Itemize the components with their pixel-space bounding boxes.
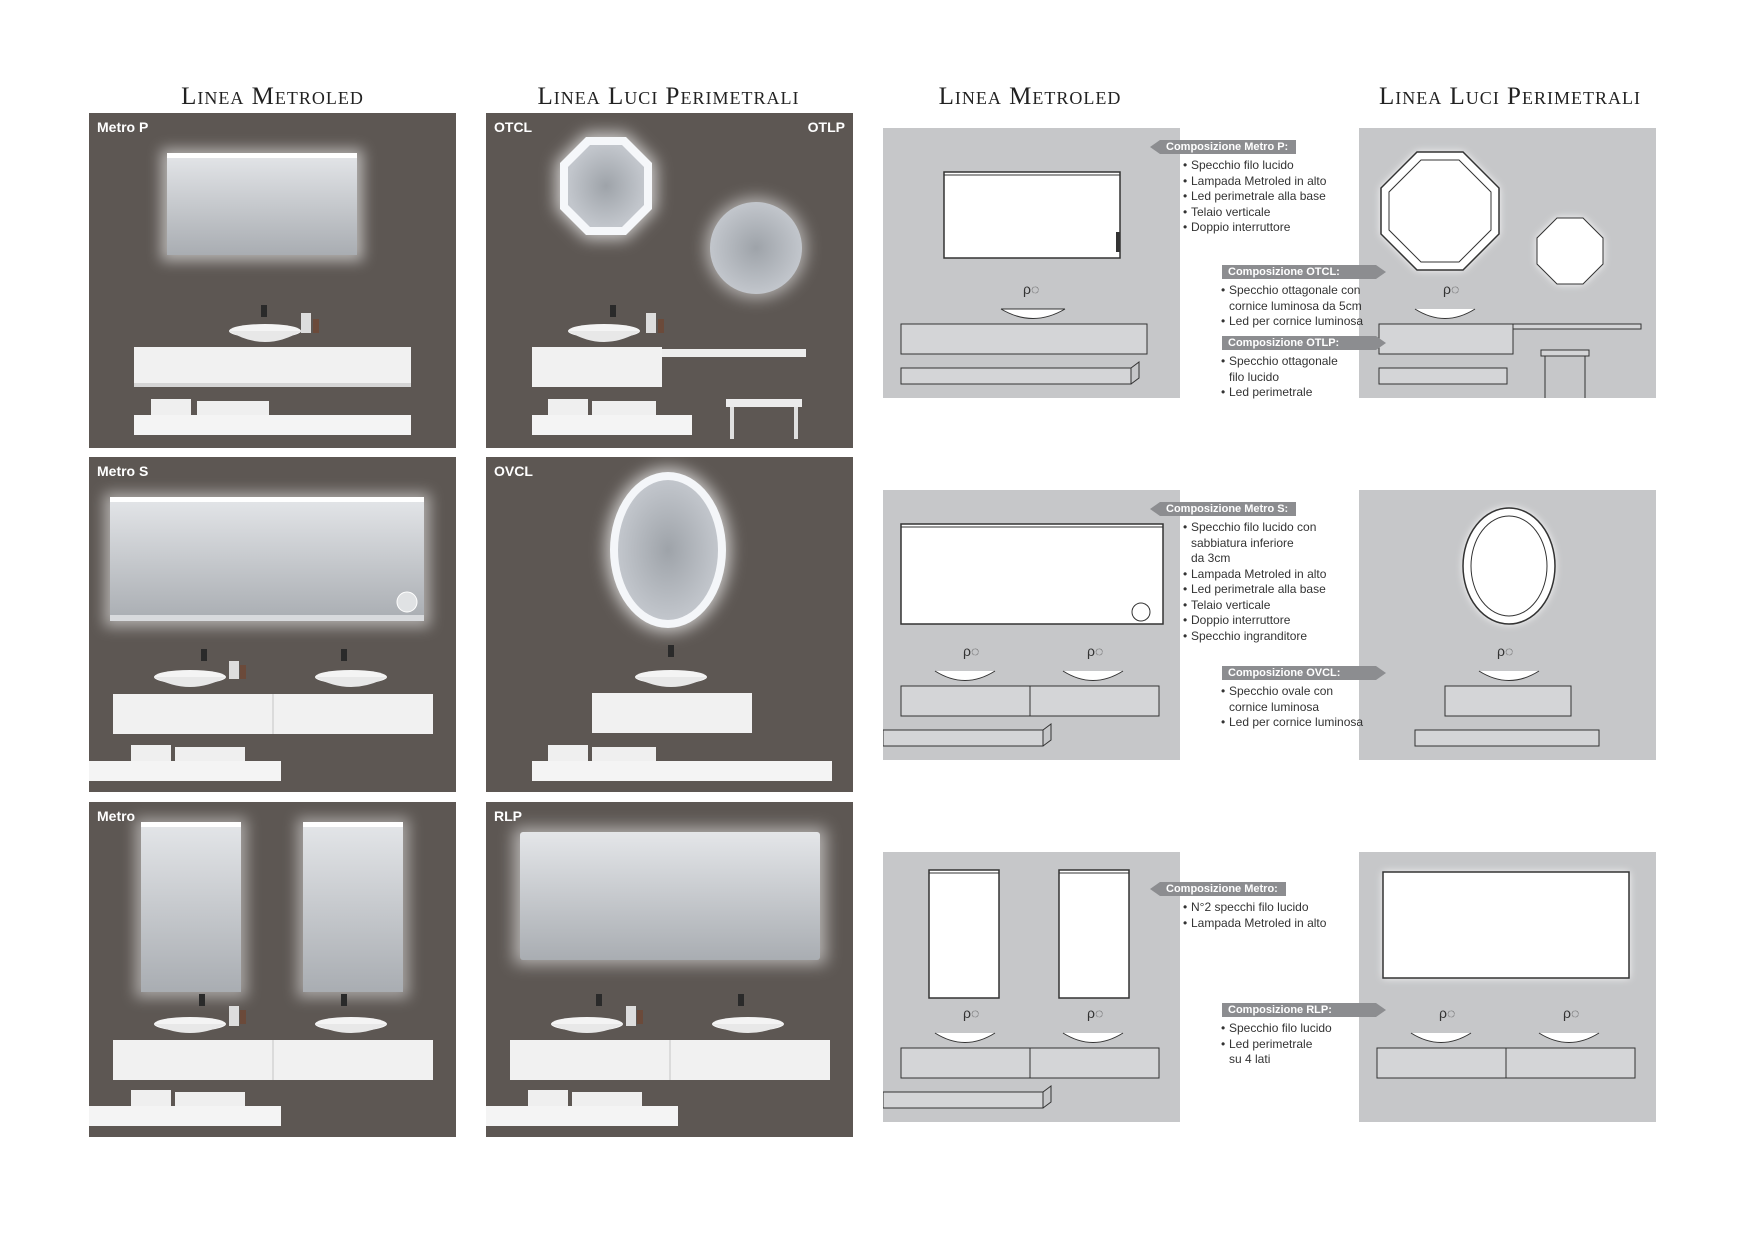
svg-text:ρ◌: ρ◌ [1497,643,1514,659]
drawing-metro [883,852,1180,1122]
comp-title-metro-p: Composizione Metro P: [1160,140,1296,154]
comp-list-rlp [1221,1021,1371,1068]
comp-item: • Lampada Metroled in alto [1183,916,1353,932]
drawing-metro-s [883,490,1180,760]
photo-rlp-illustration [486,802,853,1137]
callout-arrow-ovcl [1376,666,1386,680]
comp-item: • Led perimetrale [1221,385,1371,401]
comp-item: • Lampada Metroled in alto [1183,567,1353,583]
svg-text:ρ◌: ρ◌ [1023,281,1040,297]
drawing-rlp-lines [1359,852,1656,1122]
photo-ovcl-illustration [486,457,853,792]
photo-metro-p [89,113,456,448]
heading-drawings-metroled: Linea Metroled [938,83,1122,110]
comp-title-metro: Composizione Metro: [1160,882,1286,896]
callout-arrow-metro-p [1150,140,1160,154]
comp-list-metro-p [1183,158,1353,236]
comp-title-otcl: Composizione OTCL: [1222,265,1376,279]
comp-item: • Specchio filo lucido [1183,158,1353,174]
comp-item: • Specchio filo lucido [1221,1021,1371,1037]
comp-item: • N°2 specchi filo lucido [1183,900,1353,916]
callout-arrow-metro-s [1150,502,1160,516]
heading-drawings-luci-perimetrali: Linea Luci Perimetrali [1379,83,1641,110]
svg-text:ρ◌: ρ◌ [1563,1005,1580,1021]
drawing-ovcl-lines [1359,490,1656,760]
drawing-metro-p-lines [883,128,1180,398]
photo-metro-illustration [89,802,456,1137]
comp-item: • Specchio ingranditore [1183,629,1353,645]
comp-item: • Telaio verticale [1183,205,1353,221]
comp-list-otlp [1221,354,1371,401]
comp-item: • Specchio ottagonale filo lucido [1221,354,1371,385]
comp-item: • Led per cornice luminosa [1221,715,1371,731]
drawing-metro-p [883,128,1180,398]
callout-arrow-rlp [1376,1003,1386,1017]
comp-item: • Specchio ottagonale con cornice luminosa da 5cm [1221,283,1371,314]
photo-metro [89,802,456,1137]
comp-item: • Doppio interruttore [1183,220,1353,236]
svg-text:ρ◌: ρ◌ [963,643,980,659]
svg-text:ρ◌: ρ◌ [963,1005,980,1021]
photo-metro-p-illustration [89,113,456,448]
comp-title-otlp: Composizione OTLP: [1222,336,1376,350]
photo-label-metro-s: Metro S [97,463,149,479]
callout-arrow-metro [1150,882,1160,896]
drawing-metro-lines [883,852,1180,1122]
comp-item: • Specchio filo lucido con sabbiatura inferiore da 3cm [1183,520,1353,567]
heading-photos-metroled: Linea Metroled [181,83,364,110]
comp-title-metro-s: Composizione Metro S: [1160,502,1296,516]
photo-label-otcl: OTCL [494,119,533,135]
callout-arrow-otcl [1376,265,1386,279]
comp-list-metro [1183,900,1353,931]
svg-text:ρ◌: ρ◌ [1087,1005,1104,1021]
photo-label-rlp: RLP [494,808,522,824]
comp-item: • Specchio ovale con cornice luminosa [1221,684,1371,715]
photo-otcl-otlp [486,113,853,448]
heading-photos-luci-perimetrali: Linea Luci Perimetrali [537,83,800,110]
comp-item: • Led perimetrale su 4 lati [1221,1037,1371,1068]
photo-rlp [486,802,853,1137]
svg-text:ρ◌: ρ◌ [1087,643,1104,659]
svg-text:ρ◌: ρ◌ [1443,281,1460,297]
svg-text:ρ◌: ρ◌ [1439,1005,1456,1021]
comp-item: • Led perimetrale alla base [1183,189,1353,205]
drawing-otcl-otlp [1359,128,1656,398]
comp-item: • Led per cornice luminosa [1221,314,1371,330]
photo-label-ovcl: OVCL [494,463,533,479]
photo-label-metro: Metro [97,808,136,824]
photo-label-otlp: OTLP [807,119,845,135]
callout-arrow-otlp [1376,336,1386,350]
comp-title-ovcl: Composizione OVCL: [1222,666,1376,680]
drawing-otcl-lines [1359,128,1656,398]
drawing-ovcl [1359,490,1656,760]
comp-item: • Doppio interruttore [1183,613,1353,629]
photo-label-metro-p: Metro P [97,119,149,135]
photo-otcl-illustration [486,113,853,448]
comp-item: • Lampada Metroled in alto [1183,174,1353,190]
photo-metro-s [89,457,456,792]
comp-item: • Led perimetrale alla base [1183,582,1353,598]
comp-list-ovcl [1221,684,1371,731]
photo-ovcl [486,457,853,792]
comp-title-rlp: Composizione RLP: [1222,1003,1376,1017]
drawing-metro-s-lines [883,490,1180,760]
comp-item: • Telaio verticale [1183,598,1353,614]
comp-list-metro-s [1183,520,1353,644]
photo-metro-s-illustration [89,457,456,792]
comp-list-otcl [1221,283,1371,330]
drawing-rlp [1359,852,1656,1122]
